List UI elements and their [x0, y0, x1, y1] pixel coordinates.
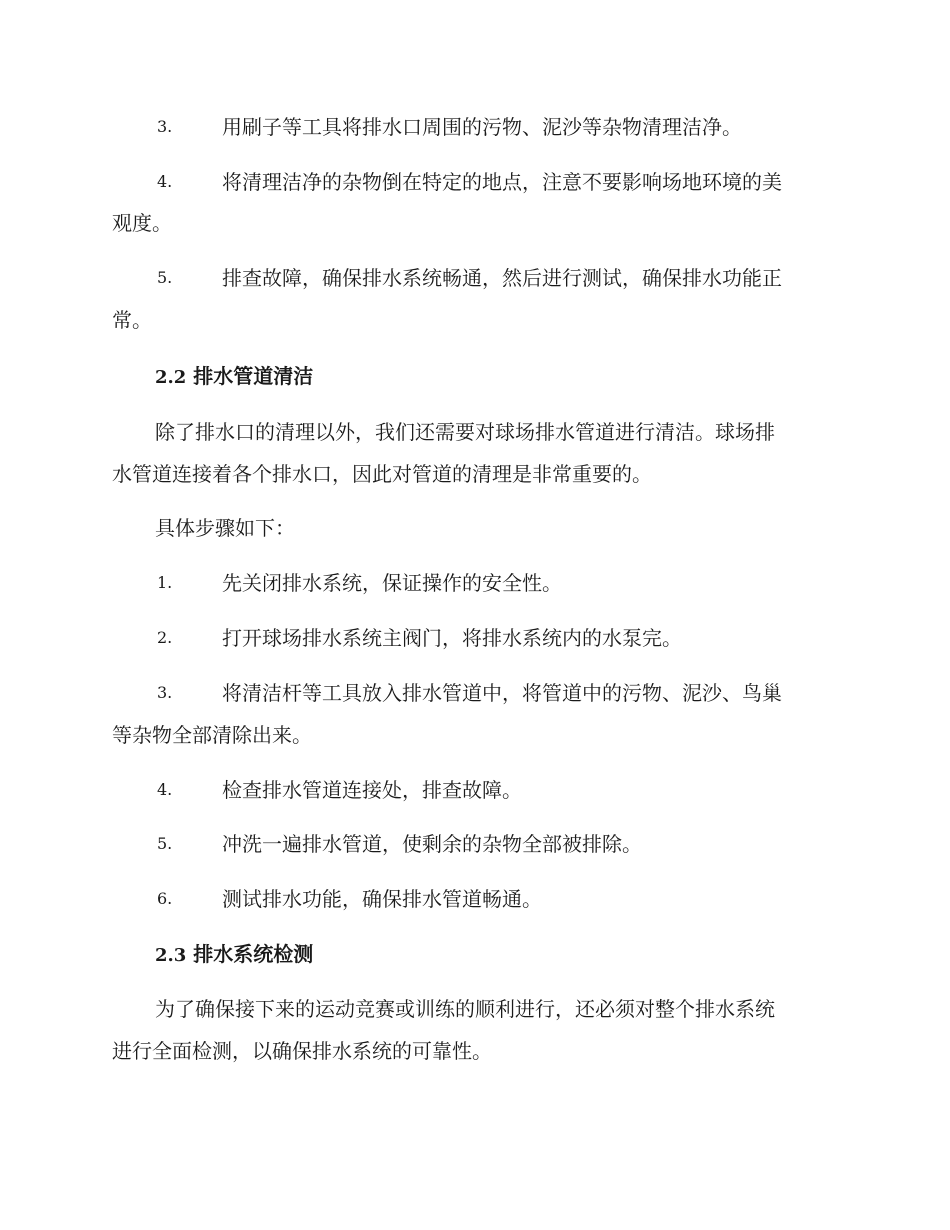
list-item-text: 测试排水功能，确保排水管道畅通。 — [222, 887, 542, 911]
paragraph-text: 为了确保接下来的运动竞赛或训练的顺利进行，还必须对整个排水系统 — [155, 997, 775, 1021]
heading-number: 2.3 — [155, 945, 187, 966]
heading-text: 排水管道清洁 — [193, 364, 314, 388]
heading-text: 排水系统检测 — [193, 942, 314, 966]
list-item-text: 检查排水管道连接处，排查故障。 — [222, 778, 522, 802]
list-item-number: 5. — [157, 268, 173, 287]
list-item-text: 打开球场排水系统主阀门，将排水系统内的水泵完。 — [222, 626, 682, 650]
list-item-number: 1. — [157, 573, 173, 592]
heading-number: 2.2 — [155, 367, 187, 388]
list-item-number: 6. — [157, 889, 173, 908]
list-item-text: 将清洁杆等工具放入排水管道中，将管道中的污物、泥沙、鸟巢 — [222, 681, 782, 705]
list-item-text: 将清理洁净的杂物倒在特定的地点，注意不要影响场地环境的美 — [222, 170, 782, 194]
list-item-number: 5. — [157, 834, 173, 853]
list-item-text: 排查故障，确保排水系统畅通，然后进行测试，确保排水功能正 — [222, 266, 782, 290]
list-item-text: 常。 — [112, 308, 152, 332]
paragraph-text: 水管道连接着各个排水口，因此对管道的清理是非常重要的。 — [112, 462, 652, 486]
list-item-text: 冲洗一遍排水管道，使剩余的杂物全部被排除。 — [222, 832, 642, 856]
list-item-number: 4. — [157, 780, 173, 799]
list-item-text: 观度。 — [112, 211, 172, 235]
paragraph-text: 除了排水口的清理以外，我们还需要对球场排水管道进行清洁。球场排 — [155, 420, 775, 444]
list-item-text: 先关闭排水系统，保证操作的安全性。 — [222, 571, 562, 595]
paragraph-text: 进行全面检测，以确保排水系统的可靠性。 — [112, 1039, 492, 1063]
list-item-number: 4. — [157, 172, 173, 191]
list-item-text: 等杂物全部清除出来。 — [112, 723, 312, 747]
list-item-number: 3. — [157, 683, 173, 702]
list-item-text: 用刷子等工具将排水口周围的污物、泥沙等杂物清理洁净。 — [222, 115, 742, 139]
list-item-number: 3. — [157, 117, 173, 136]
steps-intro-text: 具体步骤如下： — [155, 516, 295, 540]
list-item-number: 2. — [157, 628, 173, 647]
